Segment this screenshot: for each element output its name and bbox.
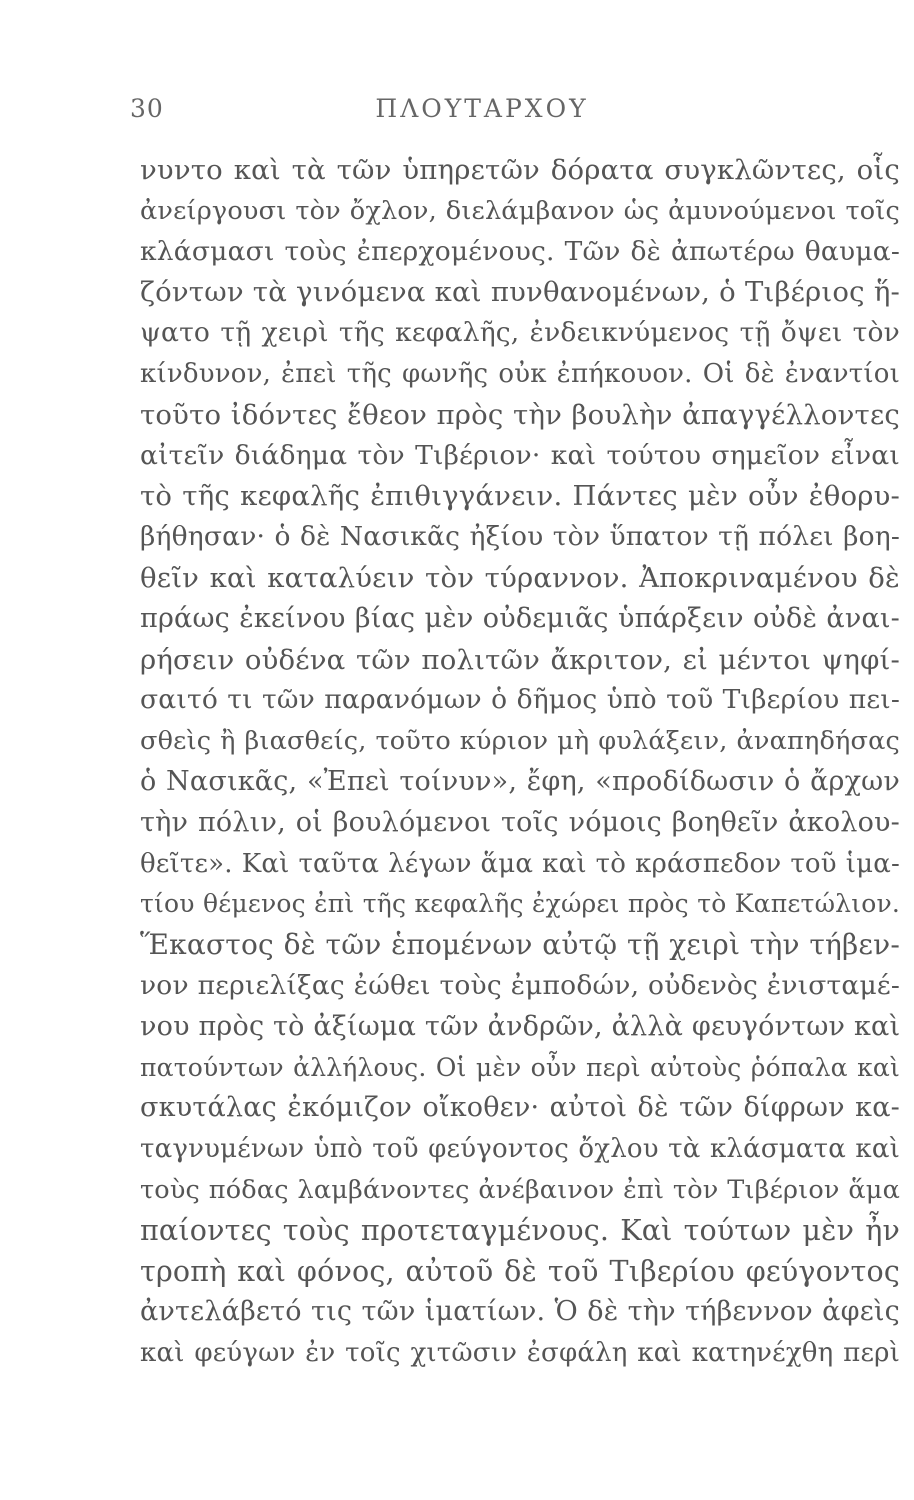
text-line: νου πρὸς τὸ ἀξίωμα τῶν ἀνδρῶν, ἀλλὰ φευγόντων καὶ (140, 1010, 901, 1042)
text-line: αἰτεῖν διάδημα τὸν Τιβέριον· καὶ τούτου σημεῖον εἶναι (140, 439, 900, 471)
text-line: τοῦτο ἰδόντες ἔθεον πρὸς τὴν βουλὴν ἀπαγγέλλοντες (140, 398, 900, 431)
text-line: σκυτάλας ἐκόμιζον οἴκοθεν· αὐτοὶ δὲ τῶν δίφρων κα- (140, 1092, 900, 1124)
text-line: τὴν πόλιν, οἱ βουλόμενοι τοῖς νόμοις βοηθεῖν ἀκολου- (140, 806, 900, 838)
text-line: κίνδυνον, ἐπεὶ τῆς φωνῆς οὐκ ἐπήκουον. Οἱ δὲ ἐναντίοι (140, 358, 900, 389)
text-line: παίοντες τοὺς προτεταγμένους. Καὶ τούτων μὲν ἦν (140, 1213, 900, 1247)
text-line: Ἕκαστος δὲ τῶν ἑπομένων αὐτῷ τῇ χειρὶ τὴν τήβεν- (140, 928, 900, 962)
text-line: ρήσειν οὐδένα τῶν πολιτῶν ἄκριτον, εἰ μέντοι ψηφί- (140, 643, 900, 676)
text-line: σαιτό τι τῶν παρανόμων ὁ δῆμος ὑπὸ τοῦ Τιβερίου πει- (140, 684, 900, 716)
body-text (140, 150, 900, 1374)
text-line: ἀντελάβετό τις τῶν ἱματίων. Ὁ δὲ τὴν τήβεννον ἀφεὶς (140, 1296, 900, 1328)
text-line: ταγνυμένων ὑπὸ τοῦ φεύγοντος ὄχλου τὰ κλάσματα καὶ (140, 1134, 900, 1165)
text-line: ζόντων τὰ γινόμενα καὶ πυνθανομένων, ὁ Τιβέριος ἥ- (140, 276, 900, 309)
text-line: τίου θέμενος ἐπὶ τῆς κεφαλῆς ἐχώρει πρὸς τὸ Καπετώλιον. (140, 889, 900, 919)
text-line: νον περιελίξας ἐώθει τοὺς ἐμποδών, οὐδενὸς ἐνισταμέ- (140, 969, 900, 1001)
text-line: ψατο τῇ χειρὶ τῆς κεφαλῆς, ἐνδεικνύμενος τῇ ὄψει τὸν (140, 317, 900, 349)
text-line: πράως ἐκείνου βίας μὲν οὐδεμιᾶς ὑπάρξειν οὐδὲ ἀναι- (140, 602, 900, 634)
text-line: πατούντων ἀλλήλους. Οἱ μὲν οὖν περὶ αὐτοὺς ῥόπαλα καὶ (140, 1052, 900, 1082)
text-line: τὸ τῆς κεφαλῆς ἐπιθιγγάνειν. Πάντες μὲν οὖν ἐθορυ- (140, 480, 900, 513)
text-line: θεῖτε». Καὶ ταῦτα λέγων ἅμα καὶ τὸ κράσπεδον τοῦ ἱμα- (140, 848, 900, 879)
text-line: ὁ Νασικᾶς, «Ἐπεὶ τοίνυν», ἔφη, «προδίδωσιν ὁ ἄρχων (140, 765, 900, 797)
text-line: κλάσμασι τοὺς ἐπερχομένους. Τῶν δὲ ἀπωτέρω θαυμα- (140, 235, 900, 267)
text-line: καὶ φεύγων ἐν τοῖς χιτῶσιν ἐσφάλη καὶ κατηνέχθη περὶ (140, 1338, 900, 1369)
text-line: νυντο καὶ τὰ τῶν ὑπηρετῶν δόρατα συγκλῶντες, οἷς (140, 154, 900, 186)
running-head: ΠΛΟΥΤΑΡΧΟΥ (375, 94, 589, 123)
text-line: τροπὴ καὶ φόνος, αὐτοῦ δὲ τοῦ Τιβερίου φεύγοντος (140, 1254, 900, 1288)
page-number: 30 (130, 94, 164, 123)
text-line: τοὺς πόδας λαμβάνοντες ἀνέβαινον ἐπὶ τὸν Τιβέριον ἅμα (140, 1174, 900, 1205)
text-line: σθεὶς ἢ βιασθείς, τοῦτο κύριον μὴ φυλάξειν, ἀναπηδήσας (140, 726, 900, 757)
text-line: βήθησαν· ὁ δὲ Νασικᾶς ἠξίου τὸν ὕπατον τῇ πόλει βοη- (140, 521, 900, 553)
text-line: ἀνείργουσι τὸν ὄχλον, διελάμβανον ὡς ἀμυνούμενοι τοῖς (140, 195, 900, 226)
text-line: θεῖν καὶ καταλύειν τὸν τύραννον. Ἀποκριναμένου δὲ (140, 561, 900, 594)
